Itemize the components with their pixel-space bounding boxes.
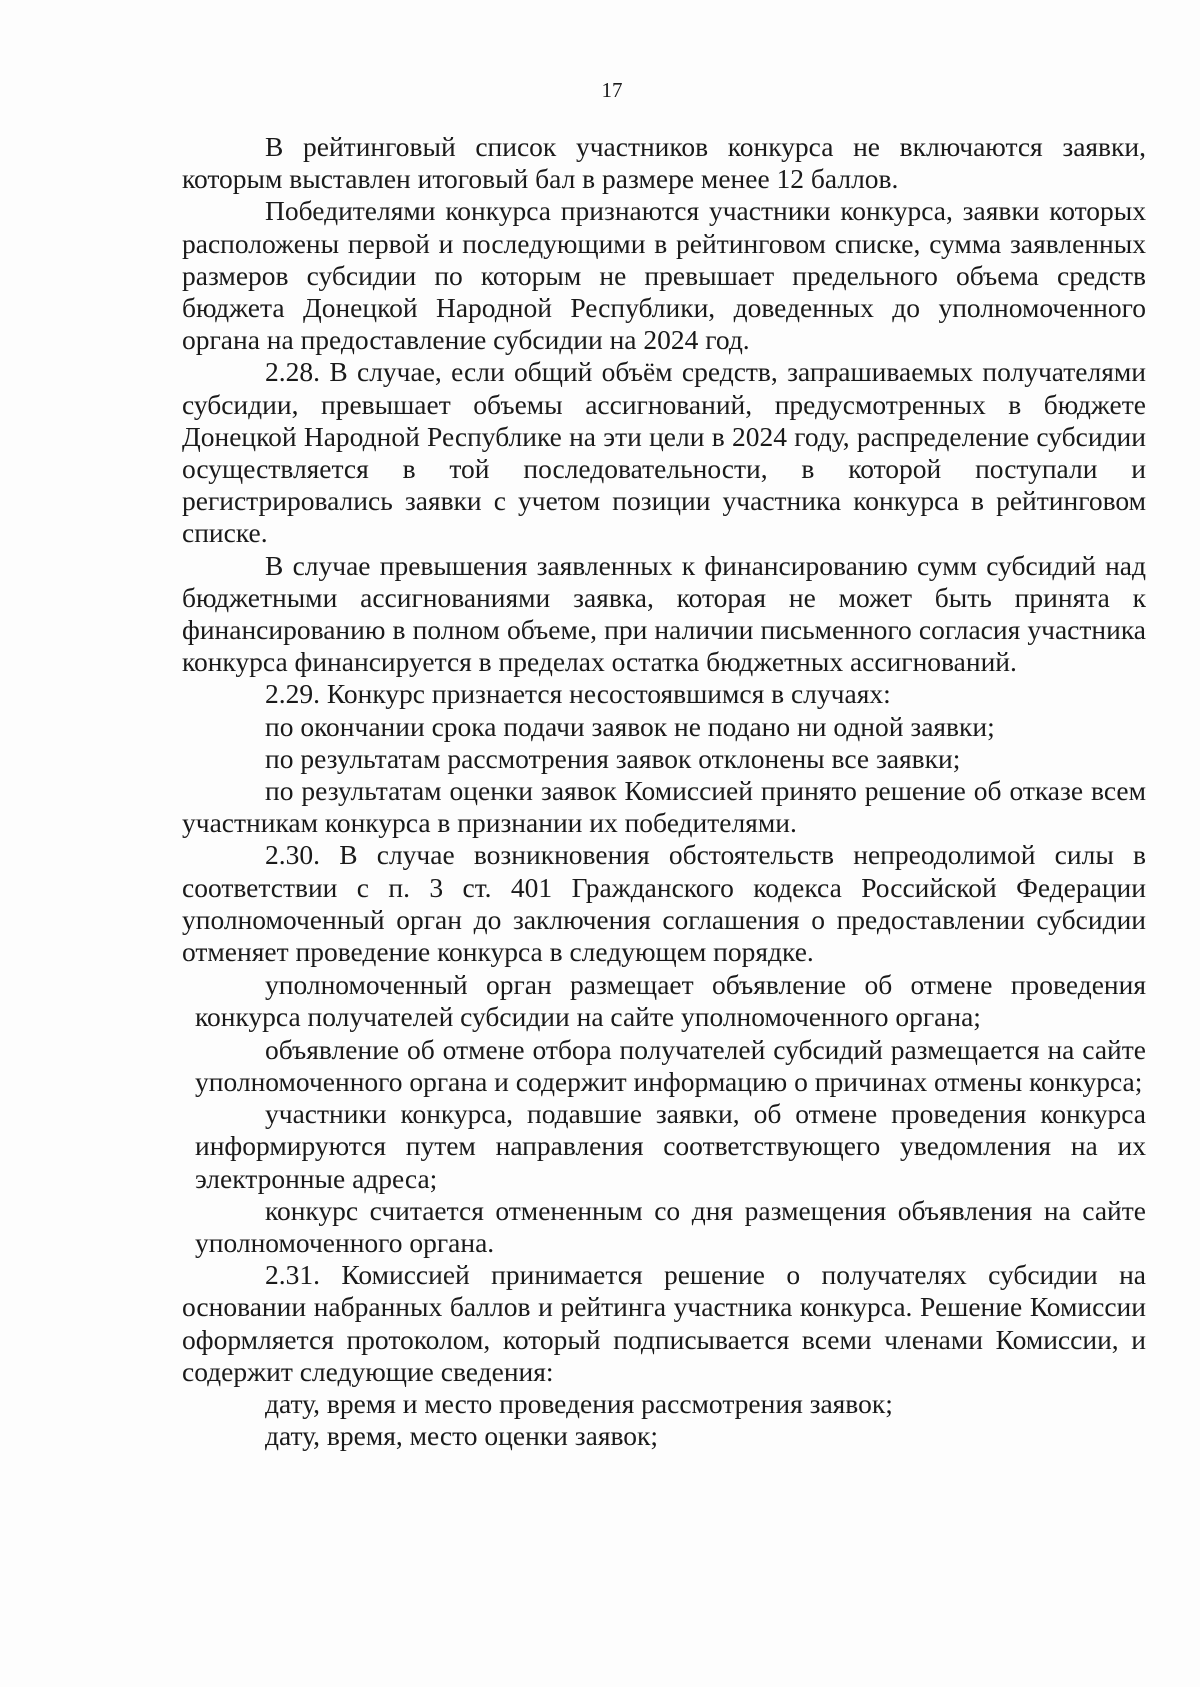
paragraph-2-29: 2.29. Конкурс признается несостоявшимся в случаях: [265, 678, 891, 710]
paragraph-excess-funding: В случае превышения заявленных к финансированию сумм субсидий над бюджетными ассигнованиями заявка, которая не может быть принята к финансированию в полном объеме, при наличии письменного согласия участника конкурса финансируется в пределах остатка бюджетных ассигнований. [182, 549, 1146, 678]
list-item-cancellation-content: объявление об отмене отбора получателей субсидий размещается на сайте уполномоченного органа и содержит информацию о причинах отмены конкурса; [195, 1033, 1146, 1097]
list-item-evaluation-date: дату, время, место оценки заявок; [265, 1420, 659, 1452]
list-item-review-date: дату, время и место проведения рассмотрения заявок; [265, 1387, 893, 1419]
list-item-refusal-decision: по результатам оценки заявок Комиссией принято решение об отказе всем участникам конкурса в признании их победителями. [182, 775, 1146, 839]
list-item-cancellation-effective: конкурс считается отмененным со дня размещения объявления на сайте уполномоченного органа. [195, 1194, 1146, 1258]
paragraph-winners: Победителями конкурса признаются участники конкурса, заявки которых расположены первой и последующими в рейтинговом списке, сумма заявленных размеров субсидии по которым не превышает предельного объема средств бюджета Донецкой Народной Республики, доведенных до уполномоченного органа на предоставление субсидии на 2024 год. [182, 195, 1146, 356]
list-item-participants-informed: участники конкурса, подавшие заявки, об отмене проведения конкурса информируются путем направления соответствующего уведомления на их электронные адреса; [195, 1098, 1146, 1194]
list-item-no-applications: по окончании срока подачи заявок не подано ни одной заявки; [265, 710, 995, 742]
paragraph-2-28: 2.28. В случае, если общий объём средств, запрашиваемых получателями субсидии, превышает объемы ассигнований, предусмотренных в бюджете Донецкой Народной Республике на эти цели в 2024 году, распределение субсидии осуществляется в той последовательности, в которой поступали и регистрировались заявки с учетом позиции участника конкурса в рейтинговом списке. [182, 356, 1146, 549]
list-item-all-rejected: по результатам рассмотрения заявок отклонены все заявки; [265, 742, 961, 774]
page-number: 17 [601, 78, 623, 102]
list-item-cancellation-notice: уполномоченный орган размещает объявление об отмене проведения конкурса получателей субсидии на сайте уполномоченного органа; [195, 969, 1146, 1033]
paragraph-rating-list: В рейтинговый список участников конкурса не включаются заявки, которым выставлен итоговый бал в размере менее 12 баллов. [182, 131, 1146, 195]
document-body [182, 131, 1146, 1452]
paragraph-2-31: 2.31. Комиссией принимается решение о получателях субсидии на основании набранных баллов и рейтинга участника конкурса. Решение Комиссии оформляется протоколом, который подписывается всеми членами Комиссии, и содержит следующие сведения: [182, 1259, 1146, 1387]
paragraph-2-30: 2.30. В случае возникновения обстоятельств непреодолимой силы в соответствии с п. 3 ст. 401 Гражданского кодекса Российской Федерации уполномоченный орган до заключения соглашения о предоставлении субсидии отменяет проведение конкурса в следующем порядке. [182, 839, 1146, 968]
